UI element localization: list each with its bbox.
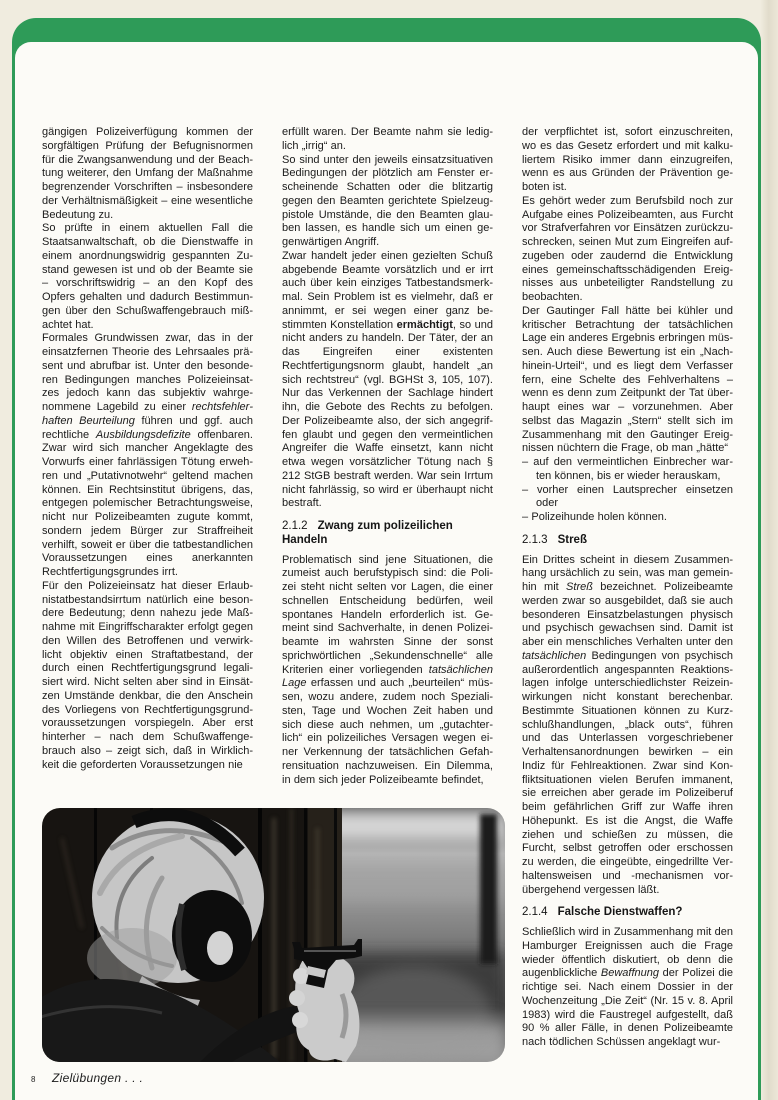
paragraph: Problematisch sind jene Situationen, die zumeist auch berufstypisch sind: die Polizei steht nicht selten vor Lagen, die einer schnellen Entscheidung bedürfen, weil spontanes Handeln erforderlich ist. Gemeint sind Sachverhalte, in denen Polizeibeamte im wahrsten Sinne der sonst sprichwörtlichen „Sekundenschnelle“ alle Kriterien einer vorliegenden tatsächlichen Lage erfassen und auch „beurteilen“ müssen, wozu andere, zudem noch Spezialisten, Tage und Wochen Zeit haben und sich diese auch nehmen, um „gutachterlich“ ein polizeiliches Versagen wegen einer Verkennung der tatsächlichen Gefahrensituation nachzuweisen. Ein Dilemma, in dem sich jeder Polizeibeamte befindet, xyxy=(282,553,493,786)
paragraph: Zwar handelt jeder einen gezielten Schuß abgebende Beamte vorsätzlich und er irrt auch über kein einziges Tatbestandsmerkmal. Sein Problem ist es vielmehr, daß er annimmt, er sei wegen einer ganz bestimmten Konstellation ermächtigt, so und nicht anders zu handeln. Der Täter, der an das Eingreifen einer existenten Rechtfertigungsnorm glaubt, handelt „an sich rechtstreu“ (vgl. BGHSt 3, 105, 107). Nur das Verkennen der Sachlage hindert ihn, die Gebote des Rechts zu befolgen. Der Polizeibeamte also, der sich angegriffen glaubt und gegen den vermeintlichen Angreifer die Waffe einsetzt, kann nicht etwa wegen vorsätzlicher Tötung nach § 212 StGB bestraft werden. War sein Irrtum nicht fahrlässig, so wird er überhaupt nicht bestraft. xyxy=(282,249,493,510)
list-item: – vorher einen Lautsprecher einsetzen oder xyxy=(522,483,733,510)
text-column-2 xyxy=(282,126,493,802)
paragraph: Für den Polizeieinsatz hat dieser Erlaubnistatbestandsirrtum natürlich eine besondere Bedeutung; denn nahezu jede Maßnahme mit Eingriffscharakter erfolgt gegen den Willen des Betroffenen und verwirklicht objektiv einen Straftatbestand, der durch einen Rechtfertigungsgrund legalisiert wird. Nicht selten aber sind in Einsätzen Umstände denkbar, die den Anschein des Vorliegens von Rechtfertigungsgrundvoraussetzungen vorspiegeln. Aber erst hinterher – nach dem Schußwaffengebrauch also – zeigt sich, daß in Wirklichkeit die geforderten Voraussetzungen nie xyxy=(42,579,253,771)
left-zone xyxy=(31,126,493,1092)
paragraph: Es gehört weder zum Berufsbild noch zur Aufgabe eines Polizeibeamten, aus Furcht vor Strafverfahren vor Einsätzen zurückzuschrecken, seinen Mut zum Eingreifen aufzugeben oder zaudernd die Entwicklung eines gemeinschaftsschädigenden Ereignisses aus unbeteiligter Randstellung zu beobachten. xyxy=(522,194,733,303)
target-practice-photo xyxy=(42,808,505,1062)
list-item: – Polizeihunde holen können. xyxy=(522,511,667,523)
paragraph: erfüllt waren. Der Beamte nahm sie lediglich „irrig“ an. xyxy=(282,126,493,152)
paragraph: Formales Grundwissen zwar, das in der einsatzfernen Theorie des Lehrsaales präsent und abrufbar ist. Unter den besonderen Bedingungen manches Polizeieinsatzes jedoch kann das subjektiv wahrgenommene Lagebild zu einer rechtsfehlerhaften Beurteilung führen und ggf. auch rechtliche Ausbildungsdefizite offenbaren. Zwar wird sich mancher Angeklagte des Vorwurfs einer fahrlässigen Tötung erwehren und „Putativnotwehr“ geltend machen können. Ein Rechtsinstitut übrigens, das, entgegen polemischer Betrachtungsweise, nicht nur Polizeibeamten zugute kommt, sondern jedem Bürger zur Straffreiheit verhilft, soweit er über die tatbestandlichen Voraussetzungen eines anerkannten Rechtfertigungsgrundes irrt. xyxy=(42,332,253,578)
list-item: – auf den vermeintlichen Einbrecher warten können, bis er wieder herauskam, xyxy=(522,456,733,482)
article-body xyxy=(31,126,734,1092)
paragraph: Schließlich wird in Zusammenhang mit den Hamburger Ereignissen auch die Frage wieder öffentlich diskutiert, ob denn die augenblickliche Bewaffnung der Polizei die richtige sei. Nach einem Dossier in der Wochenzeitung „Die Zeit“ (Nr. 15 v. 8. April 1983) wird die Faustregel aufgestellt, daß 90 % aller Fälle, in denen Polizeibeamte nach tödlichen Schüssen angeklagt wur- xyxy=(522,926,733,1048)
text-column-3 xyxy=(522,126,733,1092)
paragraph: gängigen Polizeiverfügung kommen der sorgfältigen Prüfung der Befugnisnormen für die Zwangsanwendung und der Beachtung weiterer, den Umfang der Maßnahme begrenzender Vorschriften – insbesondere der Verhältnismäßigkeit – eine wesentliche Bedeutung zu. xyxy=(42,126,253,221)
paragraph: Der Gautinger Fall hätte bei kühler und kritischer Betrachtung der tatsächlichen Lage ein anderes Ergebnis erbringen müssen. Auch diese Bewertung ist ein „Nachhinein-Urteil“, und es liegt dem Verfasser fern, eine Schelte des Fehlverhaltens – wenn es denn zum Zeitpunkt der Tat überhaupt eines war – vorzunehmen. Aber selbst das Magazin „Stern“ stellt sich im Zusammenhang mit den Gautinger Ereignissen nüchtern die Frage, ob man „hätte“ xyxy=(522,304,733,455)
text-columns-left xyxy=(42,126,493,802)
photo-caption-row xyxy=(31,1071,493,1085)
page-number: 8 xyxy=(31,1075,36,1084)
photo-caption: Zielübungen . . . xyxy=(52,1071,144,1085)
section-heading: 2.1.3 Streß xyxy=(522,533,587,546)
text-column-1 xyxy=(42,126,253,802)
section-heading: 2.1.4 Falsche Dienstwaffen? xyxy=(522,906,683,919)
paragraph: So prüfte in einem aktuellen Fall die Staatsanwaltschaft, ob die Dienstwaffe in einem anordnungswidrig gespannten Zustand gewesen ist und ob der Beamte sie – vorschriftswidrig – an den Kopf des Opfers gehalten und dadurch Bestimmungen über den Schußwaffengebrauch mißachtet hat. xyxy=(42,222,253,331)
paragraph: Ein Drittes scheint in diesem Zusammenhang ursächlich zu sein, was man gemeinhin mit Streß bezeichnet. Polizeibeamte werden zwar so ausgebildet, daß sie auch besonderen Einsatzbelastungen physisch und psychisch gewachsen sind. Damit ist aber ein menschliches Verhalten unter den tatsächlichen Bedingungen von psychisch außerordentlich angespannten Reaktionslagen infolge unterschiedlichster Reizeinwirkungen nicht konstant berechenbar. Bestimmte Situationen können zu Kurzschlußhandlungen, „black outs“, führen und das Unterlassen vorgeschriebener Verhaltensanordnungen bewirken – ein Indiz für Fehlreaktionen. Zwar sind Konfliktsituationen vielen Berufen immanent, sie erreichen aber gerade im Polizeiberuf beim gefährlichen Griff zur Waffe ihren Höhepunkt. Es ist die Angst, die Waffe ziehen und schießen zu müssen, die Furcht, selbst getroffen oder erschossen zu werden, die eingeübte, eingedrillte Verhaltensweisen und -mechanismen vorübergehend vergessen läßt. xyxy=(522,553,733,896)
paragraph: So sind unter den jeweils einsatzsituativen Bedingungen der plötzlich am Fenster erscheinende Schatten oder die blitzartig gegen den Beamten gerichtete Spielzeugpistole Umstände, die den Beamten glauben lassen, es handle sich um einen gegenwärtigen Angriff. xyxy=(282,153,493,248)
scan-shadow-edge xyxy=(761,0,778,1100)
paragraph: der verpflichtet ist, sofort einzuschreiten, wo es das Gesetz erfordert und mit kalkuliertem Risiko immer dann einzugreifen, wenn es aus Gründen der Prävention geboten ist. xyxy=(522,126,733,193)
section-heading: 2.1.2 Zwang zum polizeilichen Handeln xyxy=(282,520,453,546)
